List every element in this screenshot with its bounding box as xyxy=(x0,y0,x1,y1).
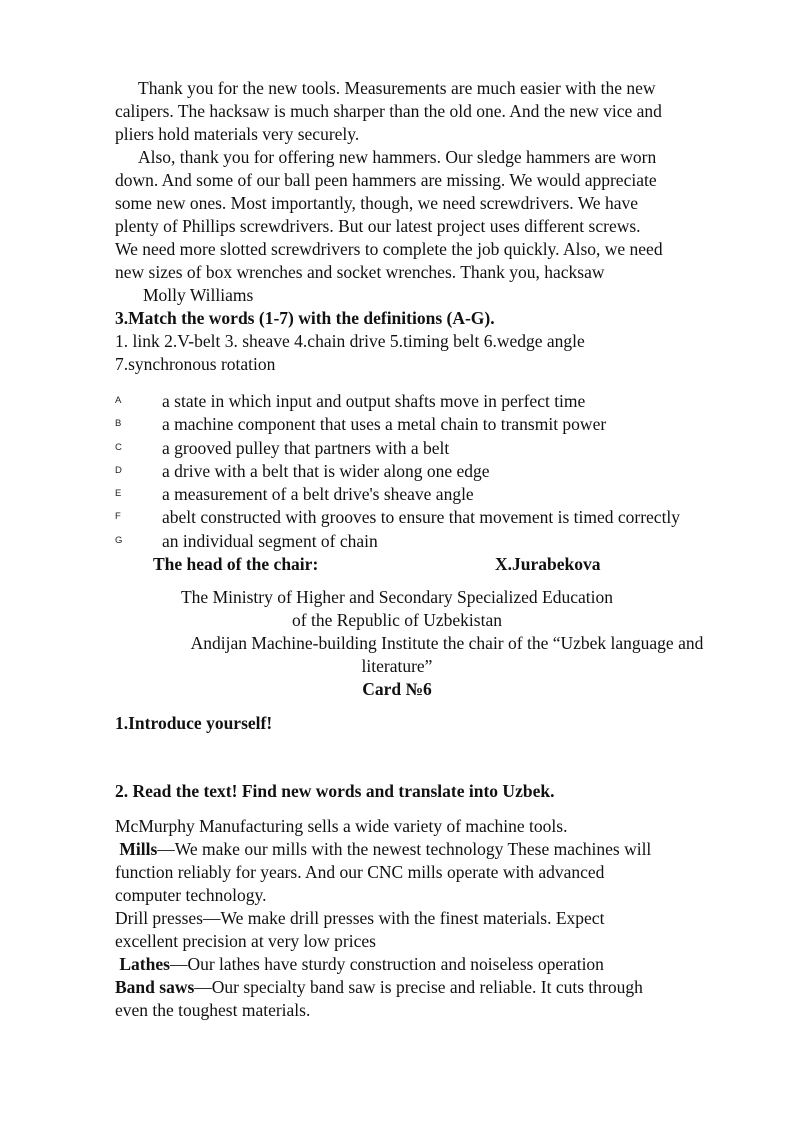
definition-text: abelt constructed with grooves to ensure that movement is timed correctly xyxy=(162,507,681,528)
text-line: We need more slotted screwdrivers to complete the job quickly. Also, we need xyxy=(115,239,663,259)
band-saws-text: —Our specialty band saw is precise and reliable. It cuts through xyxy=(194,977,643,998)
text-line: new sizes of box wrenches and socket wrenches. Thank you, hacksaw xyxy=(115,262,605,282)
definition-letter: D xyxy=(115,464,122,476)
definition-row xyxy=(115,530,730,553)
definition-letter: G xyxy=(115,534,123,546)
definition-text: a grooved pulley that partners with a belt xyxy=(162,437,450,458)
text-line: calipers. The hacksaw is much sharper than the old one. And the new vice and xyxy=(115,101,662,121)
document-page xyxy=(115,77,730,1022)
mills-text: —We make our mills with the newest technology These machines will xyxy=(157,839,652,860)
definition-row xyxy=(115,460,730,483)
task3-words-line-1: 1. link 2.V-belt 3. sheave 4.chain drive 5.timing belt 6.wedge angle xyxy=(115,331,585,351)
institute-line-1: Andijan Machine-building Institute the chair of the “Uzbek language and xyxy=(190,633,704,654)
letter-paragraph-2 xyxy=(115,146,730,284)
chair-signature-line xyxy=(115,553,730,576)
mills-term: Mills xyxy=(119,839,158,860)
task3-words-line-2: 7.synchronous rotation xyxy=(115,354,276,374)
definition-text: a measurement of a belt drive's sheave angle xyxy=(162,484,474,505)
definition-letter: E xyxy=(115,488,122,500)
task3-heading: 3.Match the words (1-7) with the definitions (A-G). xyxy=(115,308,495,328)
card-header xyxy=(115,586,779,701)
definition-row xyxy=(115,390,730,413)
text-line: McMurphy Manufacturing sells a wide variety of machine tools. xyxy=(115,816,568,837)
definition-row xyxy=(115,483,730,506)
text-line: computer technology. xyxy=(115,885,267,906)
text-line: function reliably for years. And our CNC mills operate with advanced xyxy=(115,862,605,883)
definition-letter: F xyxy=(115,511,121,523)
card-number: Card №6 xyxy=(362,679,432,700)
definition-row xyxy=(115,437,730,460)
text-line: even the toughest materials. xyxy=(115,1000,311,1021)
text-line: down. And some of our ball peen hammers are missing. We would appreciate xyxy=(115,170,657,190)
text-line: Drill presses—We make drill presses with the finest materials. Expect xyxy=(115,908,605,929)
band-saws-term: Band saws xyxy=(115,977,195,998)
lathes-line xyxy=(115,953,730,976)
ministry-line-1: The Ministry of Higher and Secondary Specialized Education xyxy=(180,587,614,608)
definitions-list xyxy=(115,390,730,553)
lathes-term: Lathes xyxy=(119,954,170,975)
text-line: pliers hold materials very securely. xyxy=(115,124,360,144)
definition-text: a drive with a belt that is wider along one edge xyxy=(162,460,490,481)
definition-text: a machine component that uses a metal chain to transmit power xyxy=(162,414,607,435)
task1-heading: 1.Introduce yourself! xyxy=(115,713,273,734)
ministry-line-2: of the Republic of Uzbekistan xyxy=(292,610,502,631)
mills-line xyxy=(115,838,730,861)
task2-text xyxy=(115,815,730,1022)
letter-paragraph-1 xyxy=(115,77,730,146)
text-line: plenty of Phillips screwdrivers. But our latest project uses different screws. xyxy=(115,216,641,236)
text-line: Thank you for the new tools. Measurements are much easier with the new xyxy=(138,78,656,98)
definition-row xyxy=(115,506,730,529)
chair-name: X.Jurabekova xyxy=(495,554,601,575)
text-line: Also, thank you for offering new hammers. Our sledge hammers are worn xyxy=(138,147,657,167)
lathes-text: —Our lathes have sturdy construction and noiseless operation xyxy=(169,954,604,975)
letter-signature: Molly Williams xyxy=(143,285,254,305)
text-line: excellent precision at very low prices xyxy=(115,931,376,952)
definition-letter: A xyxy=(115,395,122,406)
definition-letter: B xyxy=(115,418,122,430)
band-saws-line xyxy=(115,976,730,999)
definition-text: a state in which input and output shafts move in perfect time xyxy=(162,391,586,411)
definition-row xyxy=(115,413,730,436)
definition-text: an individual segment of chain xyxy=(162,530,378,551)
definition-letter: C xyxy=(115,441,122,453)
institute-line-2: literature” xyxy=(361,656,433,677)
chair-label: The head of the chair: xyxy=(153,554,319,575)
task2-heading: 2. Read the text! Find new words and translate into Uzbek. xyxy=(115,781,555,802)
text-line: some new ones. Most importantly, though, we need screwdrivers. We have xyxy=(115,193,638,213)
